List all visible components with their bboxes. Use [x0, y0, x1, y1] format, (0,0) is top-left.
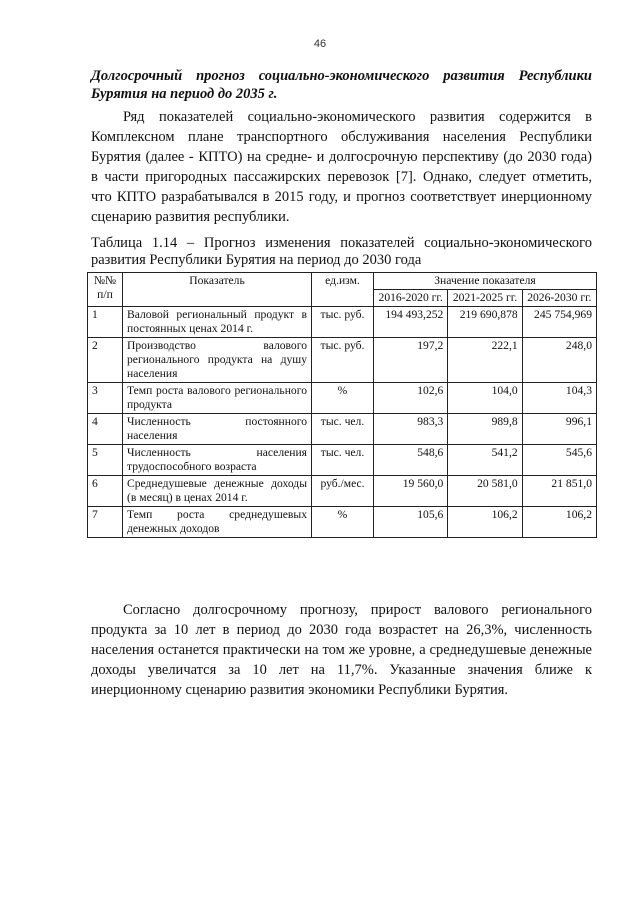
row-unit: тыс. чел.	[312, 414, 374, 445]
header-period-1: 2016-2020 гг.	[374, 290, 448, 307]
page-number: 46	[313, 38, 327, 50]
row-unit: руб./мес.	[312, 476, 374, 507]
row-unit: %	[312, 383, 374, 414]
row-value: 996,1	[522, 414, 596, 445]
row-value: 21 851,0	[522, 476, 596, 507]
row-value: 194 493,252	[374, 307, 448, 338]
row-indicator: Численность населения трудоспособного возраста	[123, 445, 312, 476]
row-indicator: Темп роста валового регионального продукта	[123, 383, 312, 414]
row-indicator: Валовой региональный продукт в постоянных ценах 2014 г.	[123, 307, 312, 338]
table-caption: Таблица 1.14 – Прогноз изменения показателей социально-экономического развития Республики Бурятия на период до 2030 года	[91, 235, 592, 268]
header-period-3: 2026-2030 гг.	[522, 290, 596, 307]
row-value: 545,6	[522, 445, 596, 476]
row-value: 245 754,969	[522, 307, 596, 338]
header-unit: ед.изм.	[312, 273, 374, 307]
row-value: 104,3	[522, 383, 596, 414]
row-value: 19 560,0	[374, 476, 448, 507]
row-value: 102,6	[374, 383, 448, 414]
row-value: 222,1	[448, 338, 522, 383]
row-number: 3	[88, 383, 123, 414]
header-period-2: 2021-2025 гг.	[448, 290, 522, 307]
row-number: 5	[88, 445, 123, 476]
header-indicator: Показатель	[123, 273, 312, 307]
row-number: 7	[88, 507, 123, 538]
row-unit: тыс. чел.	[312, 445, 374, 476]
table-row	[88, 338, 597, 383]
row-number: 1	[88, 307, 123, 338]
table-header-row	[88, 273, 597, 290]
row-number: 4	[88, 414, 123, 445]
row-value: 104,0	[448, 383, 522, 414]
row-unit: %	[312, 507, 374, 538]
row-unit: тыс. руб.	[312, 307, 374, 338]
row-value: 548,6	[374, 445, 448, 476]
paragraph-conclusion: Согласно долгосрочному прогнозу, прирост валового регионального продукта за 10 лет в период до 2030 года возрастет на 26,3%, численность населения останется практически на том же уровне, а среднедушевые денежные доходы увеличатся за 10 лет на 11,7%. Указанные значения ближе к инерционному сценарию развития экономики Республики Бурятия.	[91, 602, 592, 698]
row-value: 105,6	[374, 507, 448, 538]
row-value: 20 581,0	[448, 476, 522, 507]
section-heading: Долгосрочный прогноз социально-экономического развития Республики Бурятия на период до 2035 г.	[91, 68, 592, 102]
row-value: 983,3	[374, 414, 448, 445]
header-value-group: Значение показателя	[374, 273, 597, 290]
row-number: 2	[88, 338, 123, 383]
row-unit: тыс. руб.	[312, 338, 374, 383]
row-indicator: Темп роста среднедушевых денежных доходов	[123, 507, 312, 538]
table-row	[88, 307, 597, 338]
table-row	[88, 476, 597, 507]
forecast-table	[87, 272, 597, 538]
row-value: 219 690,878	[448, 307, 522, 338]
row-value: 197,2	[374, 338, 448, 383]
table-row	[88, 414, 597, 445]
row-indicator: Производство валового регионального продукта на душу населения	[123, 338, 312, 383]
table-row	[88, 507, 597, 538]
row-value: 541,2	[448, 445, 522, 476]
row-value: 248,0	[522, 338, 596, 383]
row-value: 106,2	[522, 507, 596, 538]
paragraph-intro: Ряд показателей социально-экономического развития содержится в Комплексном плане транспортного обслуживания населения Республики Бурятия (далее - КПТО) на средне- и долгосрочную перспективу (до 2030 года) в части пригородных пассажирских перевозок [7]. Однако, следует отметить, что КПТО разрабатывался в 2015 году, и прогноз соответствует инерционному сценарию развития республики.	[91, 109, 592, 225]
row-indicator: Среднедушевые денежные доходы (в месяц) в ценах 2014 г.	[123, 476, 312, 507]
row-value: 106,2	[448, 507, 522, 538]
row-indicator: Численность постоянного населения	[123, 414, 312, 445]
header-number: №№ п/п	[88, 273, 123, 307]
table-row	[88, 445, 597, 476]
row-value: 989,8	[448, 414, 522, 445]
table-row	[88, 383, 597, 414]
row-number: 6	[88, 476, 123, 507]
